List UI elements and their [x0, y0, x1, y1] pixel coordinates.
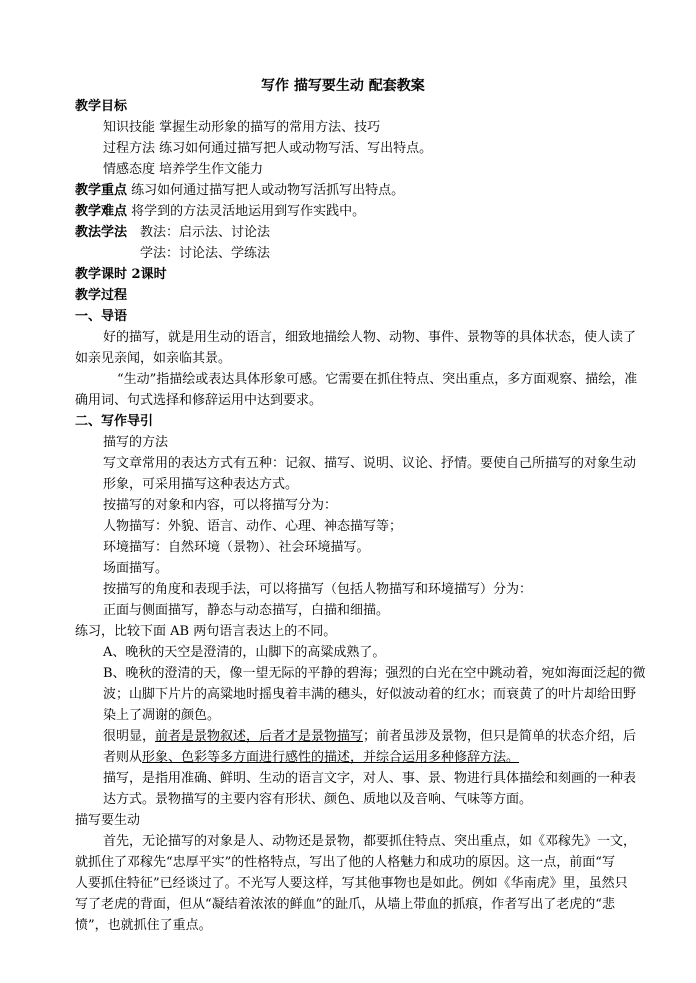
objective-knowledge: 知识技能 掌握生动形象的描写的常用方法、技巧 — [103, 120, 381, 135]
difficulty-label: 教学难点 — [75, 204, 128, 219]
scene-description: 场面描写。 — [103, 561, 169, 576]
method-title: 描写的方法 — [103, 435, 169, 450]
exercise-b-line3: 染上了凋谢的颜色。 — [103, 708, 221, 723]
analysis-l2-plain: 者则从 — [103, 750, 143, 765]
section2-heading: 二、写作导引 — [75, 414, 154, 429]
definition-line2: 达方式。景物描写的主要内容有形状、颜色、质地以及音响、气味等方面。 — [103, 792, 533, 807]
key-point-text: 练习如何通过描写把人或动物写活抓写出特点。 — [127, 183, 405, 198]
analysis-line1 — [103, 727, 636, 747]
analysis-l2-underlined: 形象、色彩等多方面进行感性的描述，并综合运用多种修辞方法。 — [142, 750, 520, 765]
methods-learn: 学法：讨论法、学练法 — [140, 246, 271, 261]
section1-p2-line2: 确用词、句式选择和修辞运用中达到要求。 — [75, 393, 323, 408]
classify-line: 按描写的对象和内容，可以将描写分为： — [103, 498, 338, 513]
methods-label: 教法学法 — [75, 225, 128, 240]
key-point — [75, 181, 404, 201]
vivid-heading: 描写要生动 — [75, 813, 141, 828]
vivid-line3: 人要抓住特征”已经谈过了。不光写人要这样，写其他事物也是如此。例如《华南虎》里，虽然只 — [75, 876, 628, 891]
vivid-line5: 愤”，也就抓住了重点。 — [75, 918, 212, 933]
exercise-a: A、晚秋的天空是澄清的，山脚下的高粱成熟了。 — [103, 645, 386, 660]
process-heading: 教学过程 — [75, 288, 128, 303]
section1-p1-line1: 好的描写，就是用生动的语言，细致地描绘人物、动物、事件、景物等的具体状态，使人读了 — [103, 330, 637, 345]
doc-title: 写作 描写要生动 配套教案 — [261, 78, 425, 94]
analysis-l1-underlined: 前者是景物叙述，后者才是景物描写 — [155, 729, 364, 744]
key-point-label: 教学重点 — [75, 183, 128, 198]
section1-heading: 一、导语 — [75, 309, 128, 324]
types-line: 正面与侧面描写，静态与动态描写，白描和细描。 — [103, 603, 390, 618]
analysis-l1-plain: 很明显， — [103, 729, 156, 744]
angle-line: 按描写的角度和表现手法，可以将描写（包括人物描写和环境描写）分为： — [103, 582, 533, 597]
objective-process: 过程方法 练习如何通过描写把人或动物写活、写出特点。 — [103, 141, 433, 156]
definition-line1: 描写，是指用准确、鲜明、生动的语言文字，对人、事、景、物进行具体描绘和刻画的一种表 — [103, 771, 637, 786]
exercise-b-line2: 波；山脚下片片的高粱地时摇曳着丰满的穗头，好似波动着的红水；而衰黄了的叶片却给田野 — [103, 687, 637, 702]
people-description: 人物描写：外貌、语言、动作、心理、神态描写等； — [103, 519, 403, 534]
objective-emotion: 情感态度 培养学生作文能力 — [103, 162, 264, 177]
exercise-intro: 练习，比较下面 AB 两句语言表达上的不同。 — [75, 624, 337, 639]
methods-teach: 教法：启示法、讨论法 — [140, 225, 271, 240]
analysis-l1-rest: ；前者虽涉及景物，但只是简单的状态介绍，后 — [363, 729, 637, 744]
vivid-line4: 写了老虎的背面，但从“凝结着浓浓的鲜血”的趾爪，从墙上带血的抓痕，作者写出了老虎的“悲 — [75, 897, 615, 912]
environment-description: 环境描写：自然环境（景物）、社会环境描写。 — [103, 540, 370, 555]
objectives-heading: 教学目标 — [75, 99, 128, 114]
difficulty-text: 将学到的方法灵活地运用到写作实践中。 — [127, 204, 366, 219]
exercise-b-line1: B、晚秋的澄清的天，像一望无际的平静的碧海；强烈的白光在空中跳动着，宛如海面泛起的微 — [103, 666, 646, 681]
class-hours: 教学课时 2课时 — [75, 267, 167, 282]
vivid-line2: 就抓住了邓稼先“忠厚平实”的性格特点，写出了他的人格魅力和成功的原因。这一点，前面“写 — [75, 855, 615, 870]
methods — [75, 223, 127, 243]
section2-p1-line1: 写文章常用的表达方式有五种：记叙、描写、说明、议论、抒情。要使自己所描写的对象生动 — [103, 456, 637, 471]
analysis-line2 — [103, 748, 519, 768]
difficulty — [75, 202, 365, 222]
section1-p1-line2: 如亲见亲闻，如亲临其景。 — [75, 351, 232, 366]
vivid-line1: 首先，无论描写的对象是人、动物还是景物，都要抓住特点、突出重点，如《邓稼先》一文， — [103, 834, 637, 849]
section2-p1-line2: 形象，可采用描写这种表达方式。 — [103, 477, 299, 492]
section1-p2-line1: “生动”指描绘或表达具体形象可感。它需要在抓住特点、突出重点，多方面观察、描绘，准 — [117, 372, 638, 387]
